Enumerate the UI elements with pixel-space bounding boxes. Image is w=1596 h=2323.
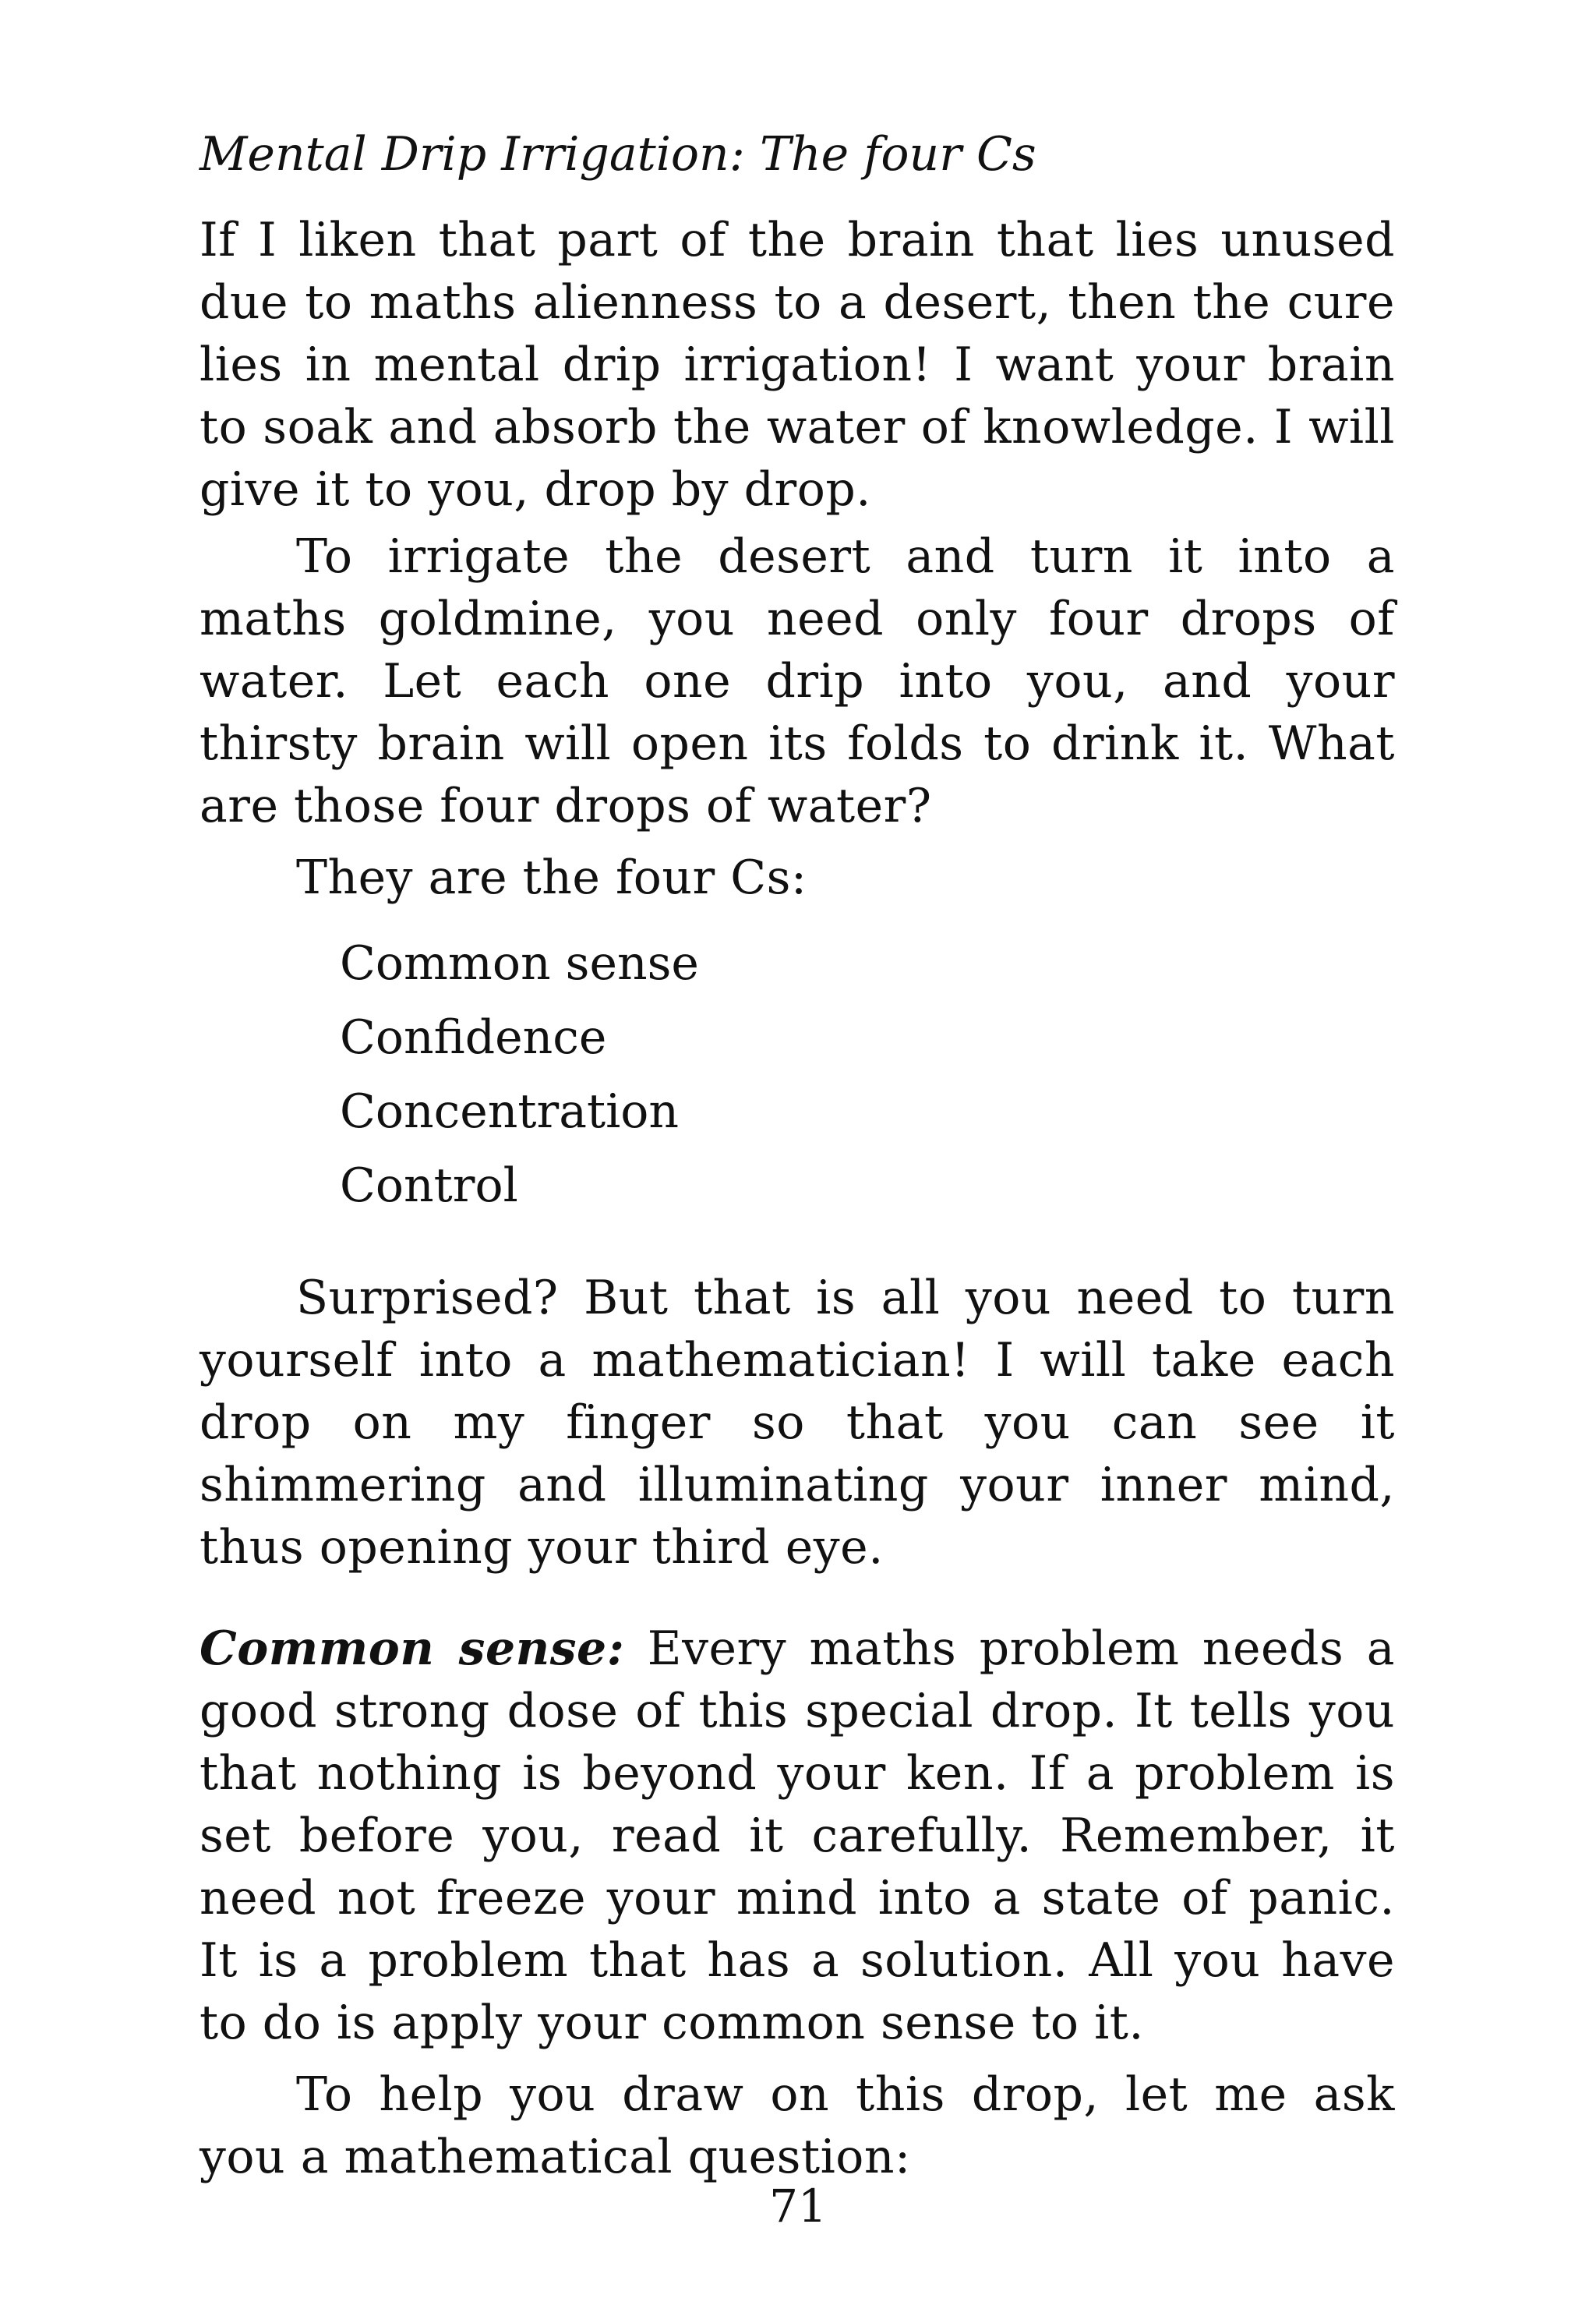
common-sense-block [200, 1618, 1395, 2188]
list-item: Confidence [340, 1010, 607, 1065]
page-number: 71 [769, 2180, 827, 2233]
paragraph-common-sense [200, 1618, 1395, 2054]
paragraph-four-drops: To irrigate the desert and turn it into a maths goldmine, you need only four drops of water. Let each one drip into you, and your thirsty brain will open its folds to drink it. What are those four drops of water? [200, 529, 1395, 833]
four-cs-list [340, 932, 699, 1229]
paragraph-question-intro: To help you draw on this drop, let me ask you a mathematical question: [200, 2067, 1395, 2184]
list-item: Control [340, 1158, 518, 1213]
paragraph-four-cs-intro: They are the four Cs: [296, 850, 807, 905]
common-sense-text: Every maths problem needs a good strong dose of this special drop. It tells you that nothing is beyond your ken. If a problem is set before you, read it carefully. Remember, it need not freeze your mind into a state of panic. It is a problem that has a solution. All you have to do is apply your common sense to it. [200, 1621, 1395, 2050]
paragraph-desert-analogy: If I liken that part of the brain that lies unused due to maths alienness to a desert, then the cure lies in mental drip irrigation! I want your brain to soak and absorb the water of knowledge. I will give it to you, drop by drop. [200, 213, 1395, 517]
section-heading: Mental Drip Irrigation: The four Cs [200, 127, 1036, 182]
surprised-paragraph-block [200, 1267, 1395, 1579]
intro-paragraphs [200, 209, 1395, 909]
paragraph-surprised: Surprised? But that is all you need to turn yourself into a mathematician! I will take each drop on my finger so that you can see it shimmering and illuminating your inner mind, thus opening your third eye. [200, 1271, 1395, 1575]
list-item: Common sense [340, 936, 699, 991]
list-item: Concentration [340, 1084, 680, 1139]
term-common-sense: Common sense: [200, 1621, 625, 1676]
